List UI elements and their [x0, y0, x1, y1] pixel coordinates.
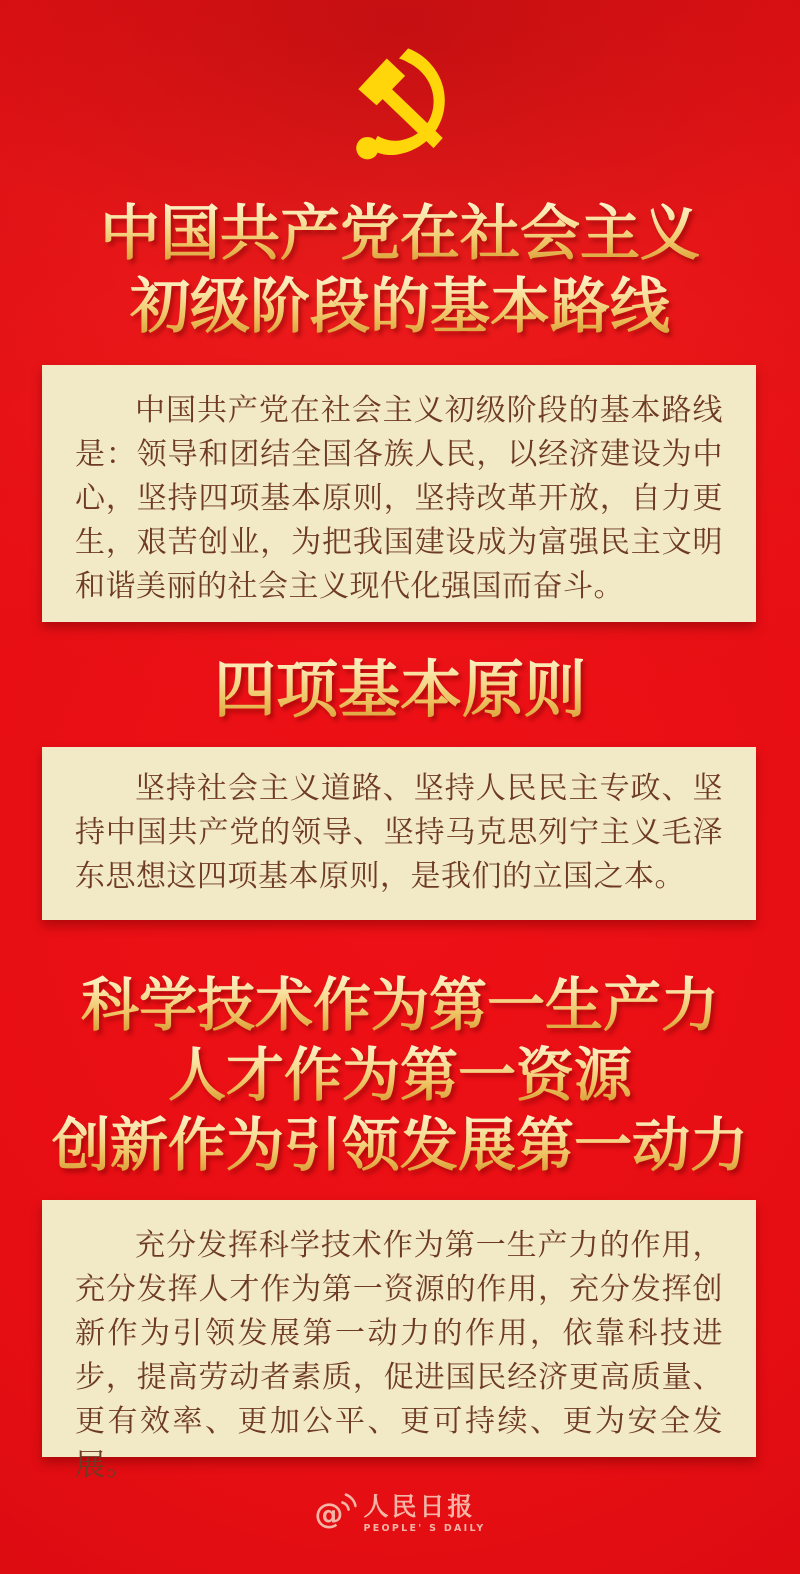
at-signal-icon — [314, 1490, 356, 1536]
section2-title — [0, 650, 800, 730]
section3-title-line-3: 创新作为引领发展第一动力 — [51, 1111, 748, 1179]
panel2-body-text: 坚持社会主义道路、坚持人民民主专政、坚持中国共产党的领导、坚持马克思列宁主义毛泽东思想这四项基本原则，是我们的立国之本。 — [75, 771, 723, 894]
panel3-body-text: 充分发挥科学技术作为第一生产力的作用，充分发挥人才作为第一资源的作用，充分发挥创新作为引领发展第一动力的作用，依靠科技进步，提高劳动者素质，促进国民经济更高质量、更有效率、更加公平、更可持续、更为安全发展。 — [75, 1228, 723, 1483]
panel1-body-text: 中国共产党在社会主义初级阶段的基本路线是：领导和团结全国各族人民，以经济建设为中心，坚持四项基本原则，坚持改革开放，自力更生，艰苦创业，为把我国建设成为富强民主文明和谐美丽的社会主义现代化强国而奋斗。 — [75, 393, 723, 604]
peoples-daily-logo — [314, 1490, 485, 1536]
section1-title-line-1: 中国共产党在社会主义 — [100, 199, 700, 269]
section3-title — [0, 970, 800, 1180]
section3-title-line-2: 人才作为第一资源 — [167, 1041, 632, 1109]
section1-title — [0, 198, 800, 344]
text-panel-3 — [42, 1200, 756, 1483]
section3-title-line-1: 科学技术作为第一生产力 — [80, 971, 719, 1039]
hammer-and-sickle-icon — [344, 42, 456, 182]
text-panel-1 — [42, 365, 756, 622]
text-panel-2 — [42, 747, 756, 920]
logo-text-en: PEOPLE' S DAILY — [363, 1522, 486, 1534]
logo-text-cn: 人民日报 — [363, 1491, 476, 1521]
section2-title-line-1: 四项基本原则 — [214, 650, 586, 730]
svg-text:@: @ — [314, 1496, 344, 1531]
section1-title-line-2: 初级阶段的基本路线 — [130, 272, 670, 342]
